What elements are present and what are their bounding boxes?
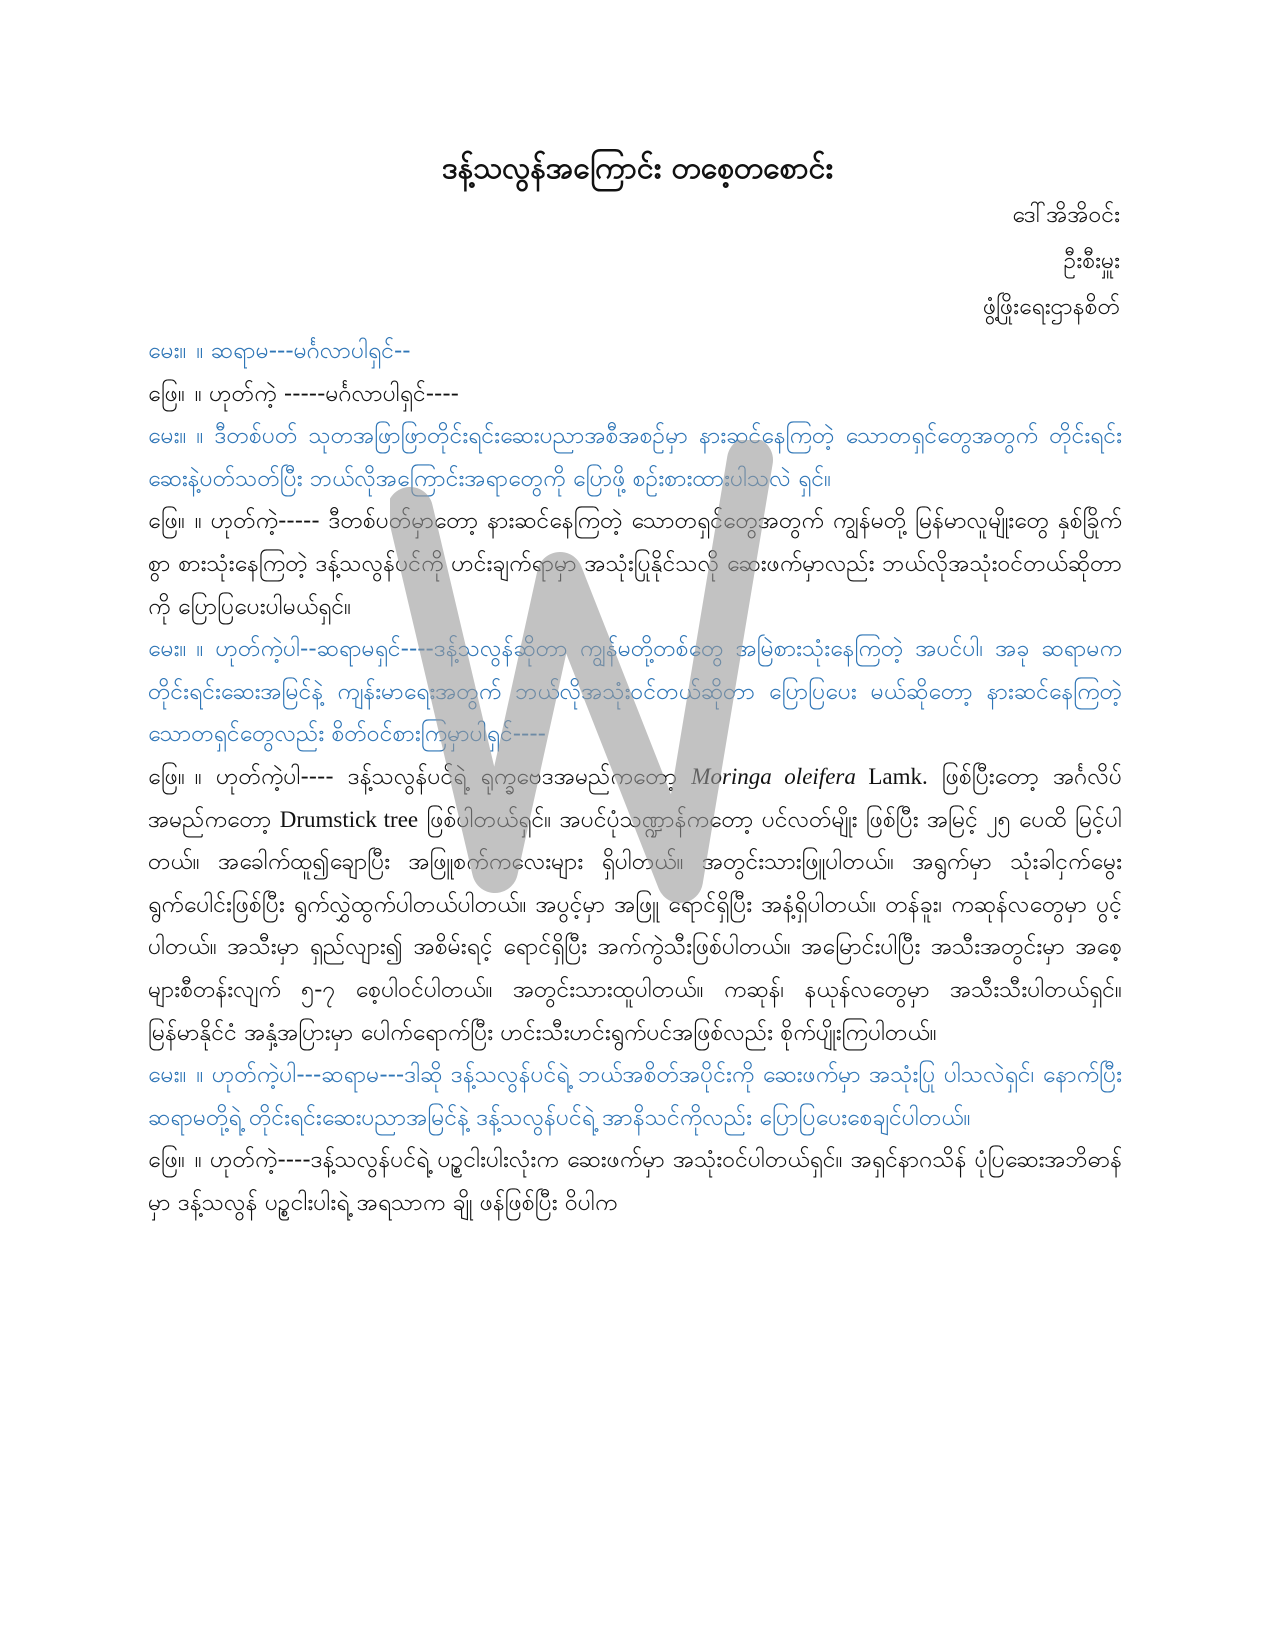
speaker-label: မေး။: [148, 1062, 187, 1089]
paragraph-text: ။ ဒီတစ်ပတ် သုတအဖြာဖြာတိုင်းရင်းဆေးပညာအစီအစဉ်မှာ နားဆင်နေကြတဲ့ သောတရှင်တွေအတွက် တိုင်းရင်းဆေးနဲ့ပတ်သတ်ပြီး ဘယ်လိုအကြောင်းအရာတွေကို ပြောဖို့ စဉ်းစားထားပါသလဲ ရှင်။: [148, 423, 1122, 492]
author-title: ဦးစီးမှူး: [1063, 248, 1120, 274]
scientific-name: Moringa oleifera: [691, 763, 856, 789]
answer-paragraph: [148, 756, 1122, 1054]
answer-paragraph: [148, 500, 1122, 628]
english-name: Drumstick tree: [279, 806, 419, 832]
paragraph-text: ။ ဟုတ်ကဲ့ပါ--ဆရာမရှင်----ဒန့်သလွန်ဆိုတာ ကျွန်မတို့တစ်တွေ အမြဲစားသုံးနေကြတဲ့ အပင်ပါ၊ အခု ဆရာမက တိုင်းရင်းဆေးအမြင်နဲ့ ကျန်းမာရေးအတွက် ဘယ်လိုအသုံးဝင်တယ်ဆိုတာ ပြောပြပေး မယ်ဆိုတော့ နားဆင်နေကြတဲ့ သောတရှင်တွေလည်း စိတ်ဝင်စားကြမှာပါရှင်----: [148, 636, 1122, 748]
question-paragraph: [148, 330, 1122, 373]
speaker-label: ဖြေ။: [148, 763, 185, 790]
question-paragraph: [148, 415, 1122, 500]
paragraph-text: ။ ဟုတ်ကဲ့----ဒန့်သလွန်ပင်ရဲ့ ပဉ္စငါးပါးလုံးက ဆေးဖက်မှာ အသုံးဝင်ပါတယ်ရှင်။ အရှင်နာဂသိန် ပုံပြဆေးအဘိဓာန်မှာ ဒန့်သလွန် ပဉ္စငါးပါးရဲ့ အရသာက ချို ဖန်ဖြစ်ပြီး ဝိပါက: [148, 1147, 1122, 1216]
paragraph-text: ဖြစ်ပါတယ်ရှင်။ အပင်ပုံသဏ္ဍာန်ကတော့ ပင်လတ်မျိုး ဖြစ်ပြီး အမြင့် ၂၅ ပေထိ မြင့်ပါတယ်။ အခေါက်ထူ၍ချောပြီး အဖြူစက်ကလေးများ ရှိပါတယ်။ အတွင်းသားဖြူပါတယ်။ အရွက်မှာ သုံးခါငှက်မွေးရွက်ပေါင်းဖြစ်ပြီး ရွက်လွှဲထွက်ပါတယ်ပါတယ်။ အပွင့်မှာ အဖြူ ရောင်ရှိပြီး အနံ့ရှိပါတယ်။ တန်ခူး၊ ကဆုန်လတွေမှာ ပွင့်ပါတယ်။ အသီးမှာ ရှည်လျား၍ အစိမ်းရင့် ရောင်ရှိပြီး အက်ကွဲသီးဖြစ်ပါတယ်။ အမြောင်းပါပြီး အသီးအတွင်းမှာ အစေ့များစီတန်းလျက် ၅-၇ စေ့ပါဝင်ပါတယ်။ အတွင်းသားထူပါတယ်။ ကဆုန်၊ နယုန်လတွေမှာ အသီးသီးပါတယ်ရှင်။ မြန်မာနိုင်ငံ အနှံ့အပြားမှာ ပေါက်ရောက်ပြီး ဟင်းသီးဟင်းရွက်ပင်အဖြစ်လည်း စိုက်ပျိုးကြပါတယ်။: [148, 806, 1122, 1046]
speaker-label: မေး။: [148, 338, 187, 364]
paragraph-text: ။ ဟုတ်ကဲ့ပါ---- ဒန့်သလွန်ပင်ရဲ့ ရုက္ခဗေဒအမည်ကတော့: [194, 763, 692, 790]
author-department: ဖွံ့ဖြိုးရေးဌာနစိတ်: [983, 294, 1120, 320]
speaker-label: ဖြေ။: [148, 508, 185, 535]
paragraph-text: ။ ဆရာမ---မင်္ဂလာပါရှင်--: [196, 338, 411, 364]
paragraph-text: ။ ဟုတ်ကဲ့ပါ---ဆရာမ---ဒါဆို ဒန့်သလွန်ပင်ရဲ့ ဘယ်အစိတ်အပိုင်းကို ဆေးဖက်မှာ အသုံးပြု ပါသလဲရှင်၊ နောက်ပြီး ဆရာမတို့ရဲ့ တိုင်းရင်းဆေးပညာအမြင်နဲ့ ဒန့်သလွန်ပင်ရဲ့ အာနိသင်ကိုလည်း ပြောပြပေးစေချင်ပါတယ်။: [148, 1062, 1122, 1131]
paragraph-text: ။ ဟုတ်ကဲ့----- ဒီတစ်ပတ်မှာတော့ နားဆင်နေကြတဲ့ သောတရှင်တွေအတွက် ကျွန်မတို့ မြန်မာလူမျိုးတွေ နှစ်ခြိုက်စွာ စားသုံးနေကြတဲ့ ဒန့်သလွန်ပင်ကို ဟင်းချက်ရာမှာ အသုံးပြုနိုင်သလို ဆေးဖက်မှာလည်း ဘယ်လိုအသုံးဝင်တယ်ဆိုတာကို ပြောပြပေးပါမယ်ရှင်။: [148, 508, 1122, 620]
document-title: ဒန့်သလွန်အကြောင်း တစေ့တစောင်း: [441, 151, 833, 186]
answer-paragraph: [148, 1139, 1122, 1224]
paragraph-text: ။ ဟုတ်ကဲ့ -----မင်္ဂလာပါရှင်----: [194, 380, 459, 407]
author-name: ဒေါ်အိအိဝင်း: [1012, 202, 1120, 228]
speaker-label: ဖြေ။: [148, 380, 185, 407]
botanical-author: Lamk.: [855, 763, 928, 789]
answer-paragraph: [148, 373, 1122, 416]
speaker-label: မေး။: [148, 636, 187, 663]
interview-body: [148, 330, 1122, 1224]
paragraph-text: ဖြစ်ပြီးတော့ အင်္ဂလိပ်အမည်ကတော့: [148, 763, 1123, 833]
question-paragraph: [148, 628, 1122, 756]
question-paragraph: [148, 1054, 1122, 1139]
speaker-label: ဖြေ။: [148, 1147, 185, 1174]
speaker-label: မေး။: [148, 423, 187, 450]
